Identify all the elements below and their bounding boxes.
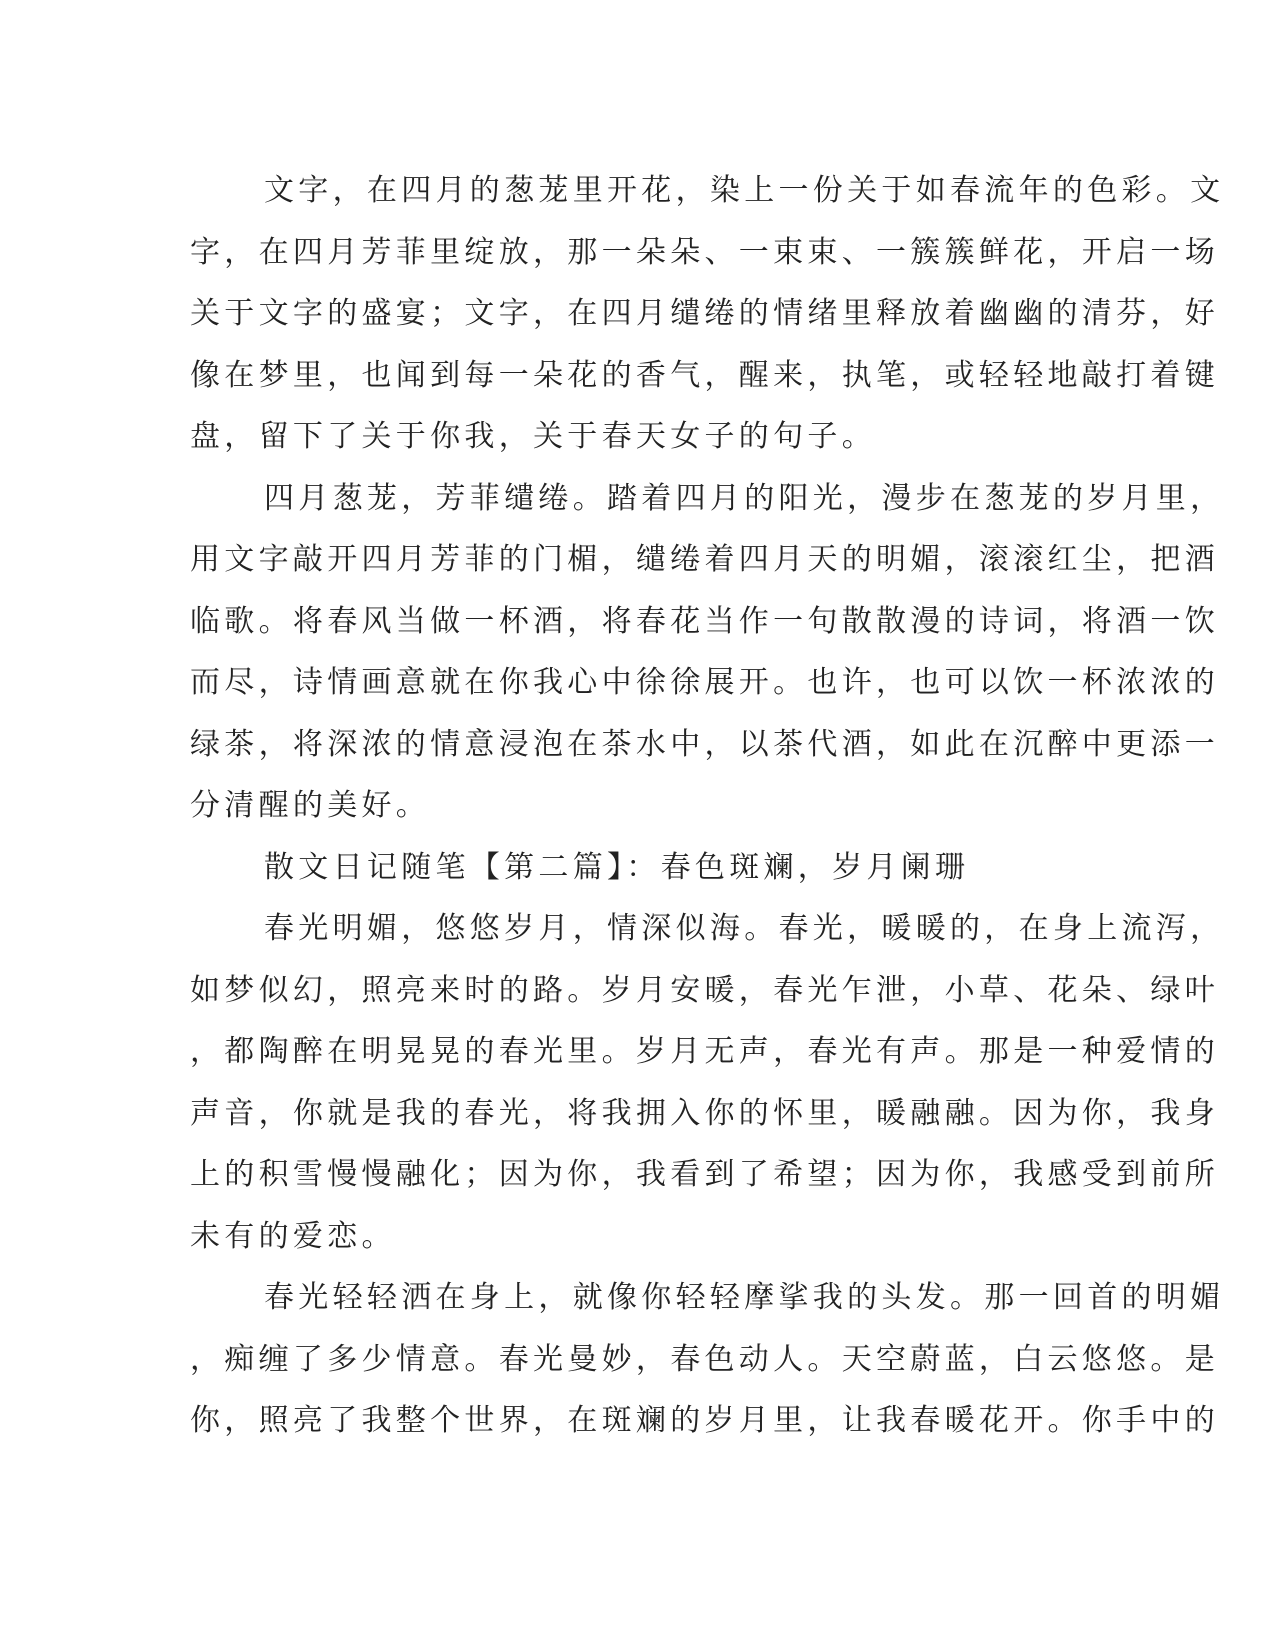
text-line: 如梦似幻，照亮来时的路。岁月安暖，春光乍泄，小草、花朵、绿叶 xyxy=(190,972,1219,1008)
paragraph-2 xyxy=(190,468,1225,837)
text-line: 声音，你就是我的春光，将我拥入你的怀里，暖融融。因为你，我身 xyxy=(190,1095,1219,1131)
text-line: 像在梦里，也闻到每一朵花的香气，醒来，执笔，或轻轻地敲打着键 xyxy=(190,357,1219,393)
text-line: 而尽，诗情画意就在你我心中徐徐展开。也许，也可以饮一杯浓浓的 xyxy=(190,665,1219,700)
text-line: 未有的爱恋。 xyxy=(190,1218,396,1254)
text-line: 绿茶，将深浓的情意浸泡在茶水中，以茶代酒，如此在沉醉中更添一 xyxy=(190,726,1219,762)
text-line: 四月葱茏，芳菲缱绻。踏着四月的阳光，漫步在葱茏的岁月里， xyxy=(264,480,1225,516)
section-heading-text: 散文日记随笔【第二篇】：春色斑斓，岁月阑珊 xyxy=(264,849,970,885)
text-line: 盘，留下了关于你我，关于春天女子的句子。 xyxy=(190,419,876,454)
paragraph-1 xyxy=(190,160,1225,468)
paragraph-4 xyxy=(190,1267,1225,1452)
text-line: 文字，在四月的葱茏里开花，染上一份关于如春流年的色彩。文 xyxy=(264,173,1225,208)
text-line: 临歌。将春风当做一杯酒，将春花当作一句散散漫的诗词，将酒一饮 xyxy=(190,603,1219,639)
body-text xyxy=(190,160,1225,1452)
text-line: 字，在四月芳菲里绽放，那一朵朵、一束束、一簇簇鲜花，开启一场 xyxy=(190,234,1219,270)
paragraph-3 xyxy=(190,898,1225,1267)
text-line: ，痴缠了多少情意。春光曼妙，春色动人。天空蔚蓝，白云悠悠。是 xyxy=(190,1341,1219,1377)
text-line: 春光明媚，悠悠岁月，情深似海。春光，暖暖的，在身上流泻， xyxy=(264,911,1225,946)
text-line: 分清醒的美好。 xyxy=(190,788,431,823)
text-line: ，都陶醉在明晃晃的春光里。岁月无声，春光有声。那是一种爱情的 xyxy=(190,1034,1219,1069)
section-heading xyxy=(190,837,1080,899)
text-line: 春光轻轻洒在身上，就像你轻轻摩挲我的头发。那一回首的明媚 xyxy=(264,1280,1225,1315)
text-line: 你，照亮了我整个世界，在斑斓的岁月里，让我春暖花开。你手中的 xyxy=(190,1403,1219,1438)
text-line: 上的积雪慢慢融化；因为你，我看到了希望；因为你，我感受到前所 xyxy=(190,1157,1219,1192)
text-line: 关于文字的盛宴；文字，在四月缱绻的情绪里释放着幽幽的清芬，好 xyxy=(190,296,1219,331)
text-line: 用文字敲开四月芳菲的门楣，缱绻着四月天的明媚，滚滚红尘，把酒 xyxy=(190,542,1219,577)
